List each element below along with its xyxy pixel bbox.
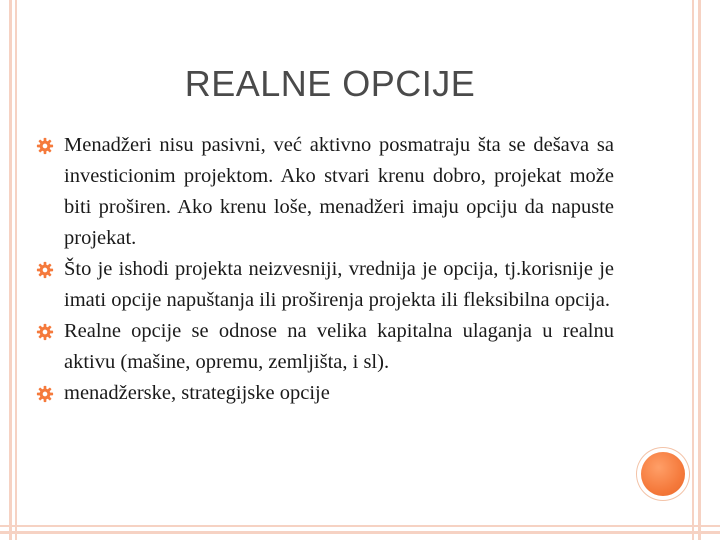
bullet-text: Menadžeri nisu pasivni, već aktivno posmatraju šta se dešava sa investicionim projektom. Ako stvari krenu dobro, projekat može biti proširen. Ako krenu loše, menadžeri imaju opciju da napuste projekat.: [64, 134, 614, 249]
frame-line-left-inner: [15, 0, 17, 540]
frame-line-bottom-outer: [0, 531, 720, 534]
gear-icon: [36, 261, 54, 279]
frame-line-right-outer: [698, 0, 701, 540]
gear-icon: [36, 385, 54, 403]
bullet-text: Što je ishodi projekta neizvesniji, vrednija je opcija, tj.korisnije je imati opcije napuštanja ili proširenja projekta ili fleksibilna opcija.: [64, 258, 614, 311]
bullet-text: Realne opcije se odnose na velika kapitalna ulaganja u realnu aktivu (mašine, opremu, zemljišta, i sl).: [64, 320, 614, 373]
frame-line-left-outer: [9, 0, 12, 540]
bullet-item: [36, 130, 614, 254]
bullet-item: [36, 316, 614, 378]
gear-icon: [36, 137, 54, 155]
frame-line-bottom-inner: [0, 525, 720, 527]
bullet-list: [36, 130, 614, 409]
decorative-circle: [641, 452, 685, 496]
bullet-text: menadžerske, strategijske opcije: [64, 382, 330, 404]
bullet-item: [36, 378, 614, 409]
gear-icon: [36, 323, 54, 341]
frame-line-right-inner: [692, 0, 694, 540]
slide-title: REALNE OPCIJE: [184, 63, 476, 104]
bullet-item: [36, 254, 614, 316]
